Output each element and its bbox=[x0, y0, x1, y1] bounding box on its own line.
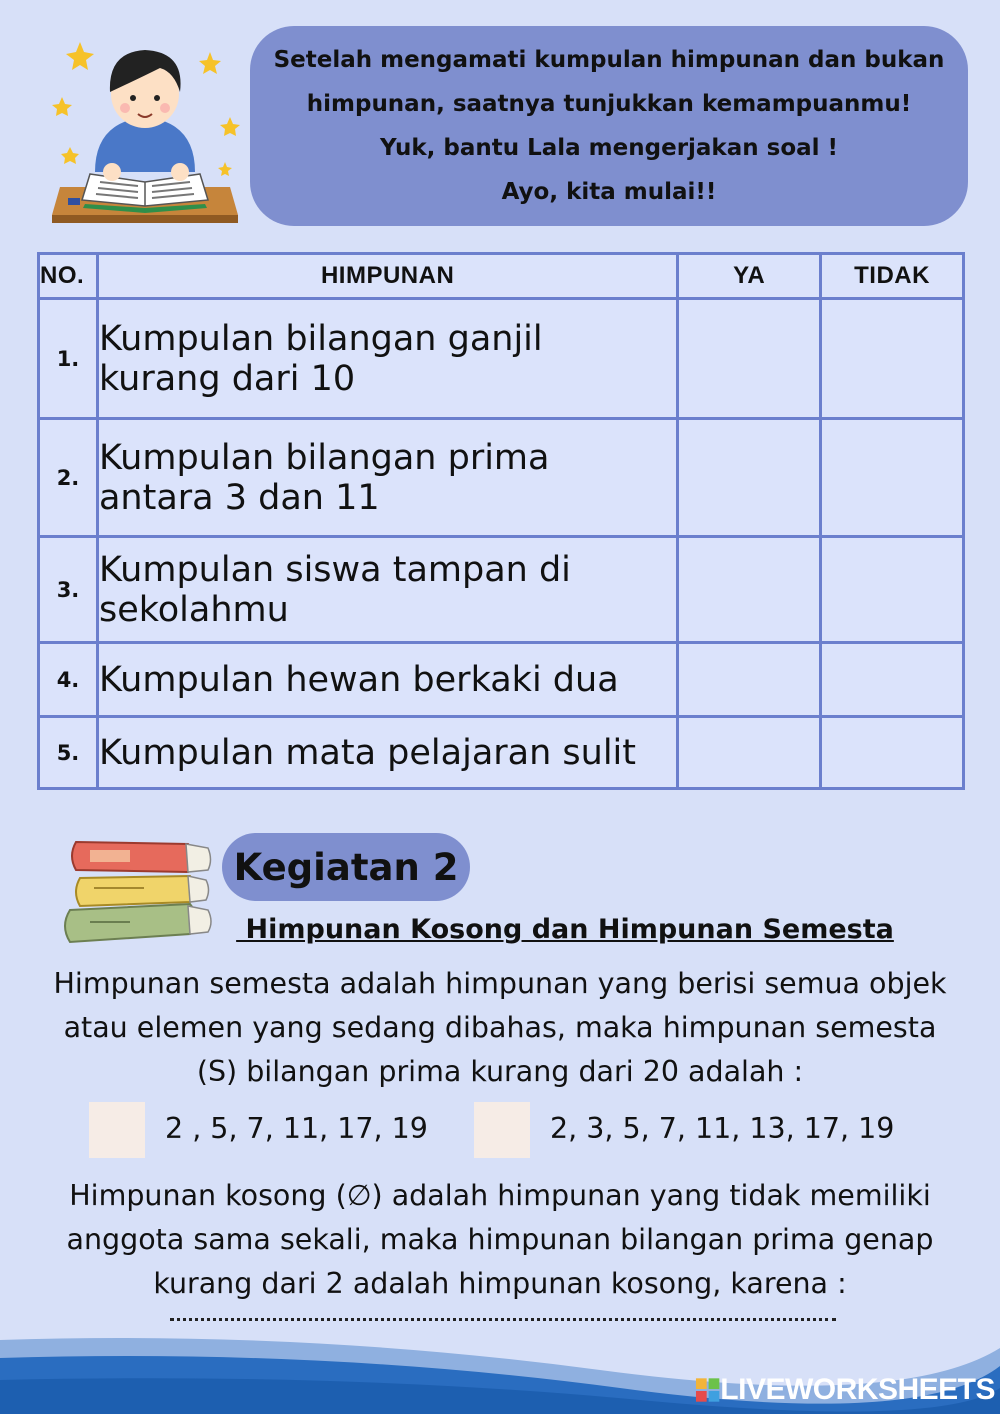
answer-ya-cell[interactable] bbox=[678, 419, 821, 537]
option-2-label: 2, 3, 5, 7, 11, 13, 17, 19 bbox=[550, 1112, 895, 1145]
paragraph-line: Himpunan kosong (∅) adalah himpunan yang tidak memiliki bbox=[69, 1179, 931, 1212]
paragraph-line: Himpunan semesta adalah himpunan yang berisi semua objek bbox=[53, 967, 947, 1000]
answer-ya-cell[interactable] bbox=[678, 717, 821, 789]
set-description bbox=[97, 299, 677, 419]
paragraph-line: anggota sama sekali, maka himpunan bilangan prima genap bbox=[66, 1223, 934, 1256]
header-tidak: TIDAK bbox=[821, 254, 964, 299]
table-row bbox=[39, 643, 964, 717]
liveworksheets-logo bbox=[695, 1370, 995, 1410]
row-number: 2. bbox=[39, 419, 98, 537]
row-number: 1. bbox=[39, 299, 98, 419]
set-classification-table bbox=[37, 252, 965, 790]
answer-tidak-cell[interactable] bbox=[821, 537, 964, 643]
description-line: Kumpulan mata pelajaran sulit bbox=[98, 732, 636, 773]
header-ya: YA bbox=[678, 254, 821, 299]
paragraph-line: kurang dari 2 adalah himpunan kosong, karena : bbox=[153, 1267, 847, 1300]
table-row bbox=[39, 537, 964, 643]
student-studying-illustration bbox=[40, 22, 250, 232]
universal-set-paragraph bbox=[28, 962, 972, 1094]
liveworksheets-brand: LIVEWORKSHEETS bbox=[720, 1373, 995, 1406]
table-row bbox=[39, 299, 964, 419]
intro-line: Setelah mengamati kumpulan himpunan dan bukan bbox=[273, 47, 945, 73]
paragraph-line: atau elemen yang sedang dibahas, maka himpunan semesta bbox=[63, 1011, 937, 1044]
set-description bbox=[97, 419, 677, 537]
header-no: NO. bbox=[39, 254, 98, 299]
description-line: sekolahmu bbox=[98, 589, 289, 630]
answer-tidak-cell[interactable] bbox=[821, 419, 964, 537]
answer-ya-cell[interactable] bbox=[678, 643, 821, 717]
answer-tidak-cell[interactable] bbox=[821, 643, 964, 717]
set-description bbox=[97, 717, 677, 789]
table-row bbox=[39, 717, 964, 789]
description-line: Kumpulan siswa tampan di bbox=[98, 549, 571, 590]
row-number: 3. bbox=[39, 537, 98, 643]
set-description bbox=[97, 537, 677, 643]
activity-subtitle: Himpunan Kosong dan Himpunan Semesta bbox=[236, 914, 894, 945]
answer-tidak-cell[interactable] bbox=[821, 717, 964, 789]
header-himpunan: HIMPUNAN bbox=[97, 254, 677, 299]
intro-line: Yuk, bantu Lala mengerjakan soal ! bbox=[379, 135, 839, 161]
paragraph-line: (S) bilangan prima kurang dari 20 adalah : bbox=[196, 1055, 804, 1088]
description-line: Kumpulan hewan berkaki dua bbox=[98, 659, 619, 700]
description-line: Kumpulan bilangan ganjil bbox=[98, 318, 543, 359]
intro-line: Ayo, kita mulai!! bbox=[501, 179, 717, 205]
intro-line: himpunan, saatnya tunjukkan kemampuanmu! bbox=[306, 91, 912, 117]
description-line: kurang dari 10 bbox=[98, 358, 356, 399]
books-illustration bbox=[60, 828, 220, 946]
row-number: 5. bbox=[39, 717, 98, 789]
liveworksheets-grid-icon bbox=[695, 1377, 720, 1403]
intro-message-box bbox=[250, 26, 968, 226]
description-line: antara 3 dan 11 bbox=[98, 477, 380, 518]
answer-ya-cell[interactable] bbox=[678, 299, 821, 419]
option-1-checkbox[interactable] bbox=[89, 1102, 145, 1158]
activity-title-badge: Kegiatan 2 bbox=[222, 833, 470, 901]
answer-ya-cell[interactable] bbox=[678, 537, 821, 643]
option-2-checkbox[interactable] bbox=[474, 1102, 530, 1158]
option-1-label: 2 , 5, 7, 11, 17, 19 bbox=[165, 1112, 428, 1145]
description-line: Kumpulan bilangan prima bbox=[98, 437, 550, 478]
set-description bbox=[97, 643, 677, 717]
empty-set-paragraph bbox=[28, 1174, 972, 1306]
row-number: 4. bbox=[39, 643, 98, 717]
table-header-row bbox=[39, 254, 964, 299]
table-row bbox=[39, 419, 964, 537]
answer-tidak-cell[interactable] bbox=[821, 299, 964, 419]
